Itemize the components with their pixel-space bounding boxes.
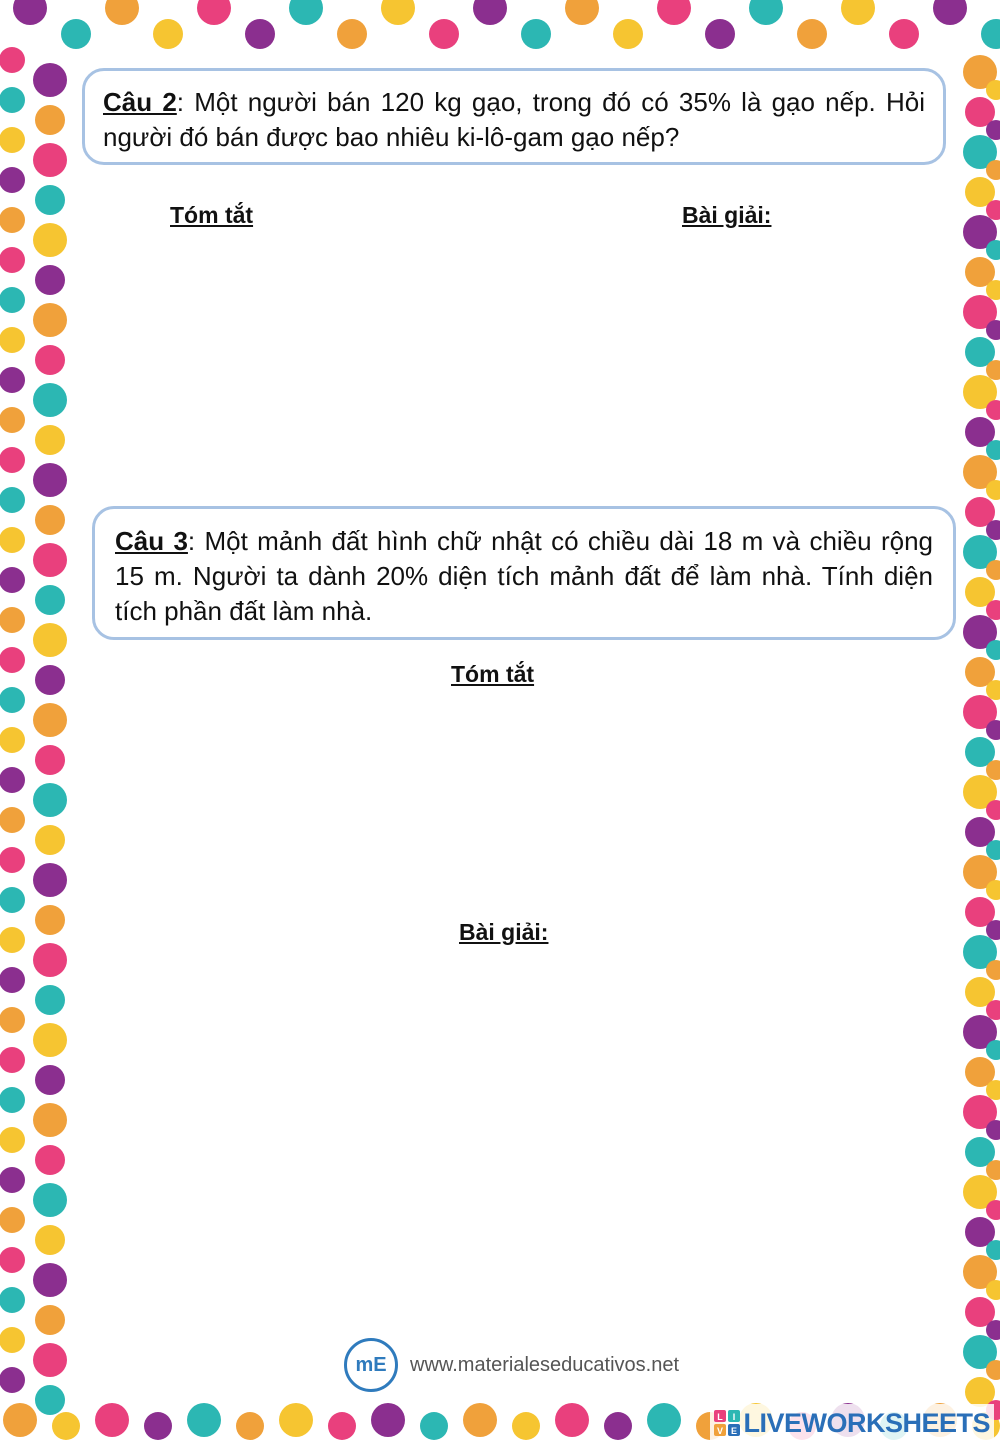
icon-letter-e: E — [731, 1426, 738, 1436]
decorative-dot — [0, 887, 25, 913]
decorative-dot — [35, 1065, 65, 1095]
decorative-dot — [33, 1343, 67, 1377]
decorative-dot — [52, 1412, 80, 1440]
decorative-dot — [0, 1047, 25, 1073]
decorative-dot — [35, 1385, 65, 1415]
decorative-dot — [33, 143, 67, 177]
decorative-dot — [35, 665, 65, 695]
decorative-dot — [33, 1023, 67, 1057]
decorative-dot — [33, 303, 67, 337]
decorative-dot — [3, 1403, 37, 1437]
decorative-dot — [35, 1145, 65, 1175]
icon-letter-l: L — [717, 1412, 724, 1422]
decorative-dot — [0, 127, 25, 153]
decorative-dot — [33, 1183, 67, 1217]
question-2-number: Câu 2 — [103, 87, 177, 117]
decorative-dot — [153, 19, 183, 49]
decorative-dot — [0, 47, 25, 73]
decorative-dot — [337, 19, 367, 49]
decorative-dot — [0, 247, 25, 273]
decorative-dot — [889, 19, 919, 49]
decorative-dot — [841, 0, 875, 25]
decorative-dot — [0, 327, 25, 353]
question-3-summary-heading: Tóm tắt — [451, 661, 535, 687]
decorative-dot — [328, 1412, 356, 1440]
decorative-dot — [33, 543, 67, 577]
materiales-educativos-logo — [344, 1338, 398, 1392]
decorative-dot — [0, 927, 25, 953]
decorative-dot — [420, 1412, 448, 1440]
decorative-dot — [0, 87, 25, 113]
decorative-dot — [0, 767, 25, 793]
decorative-dot — [0, 1327, 25, 1353]
decorative-dot — [0, 1207, 25, 1233]
decorative-dot — [33, 463, 67, 497]
decorative-dot — [187, 1403, 221, 1437]
decorative-dot — [933, 0, 967, 25]
footer — [344, 1336, 679, 1394]
decorative-dot — [371, 1403, 405, 1437]
question-3-box — [92, 506, 956, 640]
decorative-dot — [0, 967, 25, 993]
decorative-dot — [33, 783, 67, 817]
question-2-box — [82, 68, 946, 165]
decorative-dot — [0, 1247, 25, 1273]
decorative-dot — [289, 0, 323, 25]
decorative-dot — [105, 0, 139, 25]
icon-letter-v: V — [717, 1426, 724, 1436]
decorative-dot — [0, 1167, 25, 1193]
decorative-dot — [0, 207, 25, 233]
decorative-dot — [749, 0, 783, 25]
decorative-dot — [35, 425, 65, 455]
decorative-dot — [0, 407, 25, 433]
decorative-dot — [381, 0, 415, 25]
decorative-dot — [33, 943, 67, 977]
decorative-dot — [0, 847, 25, 873]
decorative-dot — [0, 287, 25, 313]
decorative-dot — [279, 1403, 313, 1437]
decorative-dot — [236, 1412, 264, 1440]
decorative-dot — [33, 63, 67, 97]
decorative-dot — [647, 1403, 681, 1437]
decorative-dot — [33, 1103, 67, 1137]
decorative-dot — [429, 19, 459, 49]
decorative-dot — [0, 607, 25, 633]
decorative-dot — [0, 1367, 25, 1393]
decorative-dot — [35, 345, 65, 375]
liveworksheets-icon — [714, 1410, 740, 1436]
decorative-dot — [144, 1412, 172, 1440]
question-2-summary-heading: Tóm tắt — [170, 202, 254, 228]
decorative-dot — [565, 0, 599, 25]
decorative-dot — [0, 1127, 25, 1153]
decorative-dot — [33, 703, 67, 737]
decorative-dot — [33, 863, 67, 897]
decorative-dot — [35, 825, 65, 855]
question-3-text: : Một mảnh đất hình chữ nhật có chiều dài 18 m và chiều rộng 15 m. Người ta dành 20% diện tích mảnh đất để làm nhà. Tính diện tích phần đất làm nhà. — [115, 526, 933, 626]
footer-website-link[interactable]: www.materialeseducativos.net — [410, 1353, 680, 1376]
question-2-solution-heading: Bài giải: — [682, 202, 772, 228]
decorative-dot — [35, 105, 65, 135]
decorative-dot — [521, 19, 551, 49]
decorative-dot — [0, 647, 25, 673]
decorative-dot — [0, 727, 25, 753]
decorative-dot — [245, 19, 275, 49]
decorative-dot — [33, 623, 67, 657]
question-3-number: Câu 3 — [115, 526, 188, 556]
icon-letter-i: I — [733, 1412, 736, 1422]
decorative-dot — [197, 0, 231, 25]
decorative-dot — [0, 447, 25, 473]
decorative-dot — [613, 19, 643, 49]
question-2-text: : Một người bán 120 kg gạo, trong đó có 35% là gạo nếp. Hỏi người đó bán được bao nhiêu ki-lô-gam gạo nếp? — [103, 87, 925, 152]
decorative-dot — [35, 985, 65, 1015]
decorative-dot — [33, 1263, 67, 1297]
logo-text: mE — [355, 1353, 387, 1376]
decorative-dot — [13, 0, 47, 25]
decorative-dot — [33, 223, 67, 257]
decorative-dot — [0, 567, 25, 593]
decorative-dot — [0, 687, 25, 713]
decorative-dot — [95, 1403, 129, 1437]
decorative-dot — [512, 1412, 540, 1440]
decorative-dot — [0, 1087, 25, 1113]
decorative-dot — [657, 0, 691, 25]
liveworksheets-brand: LIVEWORKSHEETS — [743, 1407, 990, 1438]
decorative-dot — [797, 19, 827, 49]
decorative-dot — [473, 0, 507, 25]
decorative-dot — [555, 1403, 589, 1437]
decorative-dot — [0, 487, 25, 513]
decorative-dot — [0, 1007, 25, 1033]
decorative-dot — [0, 527, 25, 553]
decorative-dot — [604, 1412, 632, 1440]
decorative-dot — [35, 585, 65, 615]
decorative-dot — [0, 1287, 25, 1313]
decorative-dot — [35, 185, 65, 215]
decorative-dot — [35, 505, 65, 535]
decorative-dot — [0, 167, 25, 193]
decorative-dot — [0, 367, 25, 393]
decorative-dot — [35, 1305, 65, 1335]
decorative-dot — [981, 19, 1000, 49]
decorative-dot — [61, 19, 91, 49]
decorative-dot — [35, 745, 65, 775]
liveworksheets-watermark[interactable] — [710, 1404, 994, 1442]
decorative-dot — [35, 1225, 65, 1255]
decorative-dot — [463, 1403, 497, 1437]
decorative-dot — [35, 905, 65, 935]
decorative-dot — [705, 19, 735, 49]
decorative-dot — [35, 265, 65, 295]
decorative-dot — [0, 807, 25, 833]
decorative-dot — [33, 383, 67, 417]
question-3-solution-heading: Bài giải: — [459, 919, 549, 945]
